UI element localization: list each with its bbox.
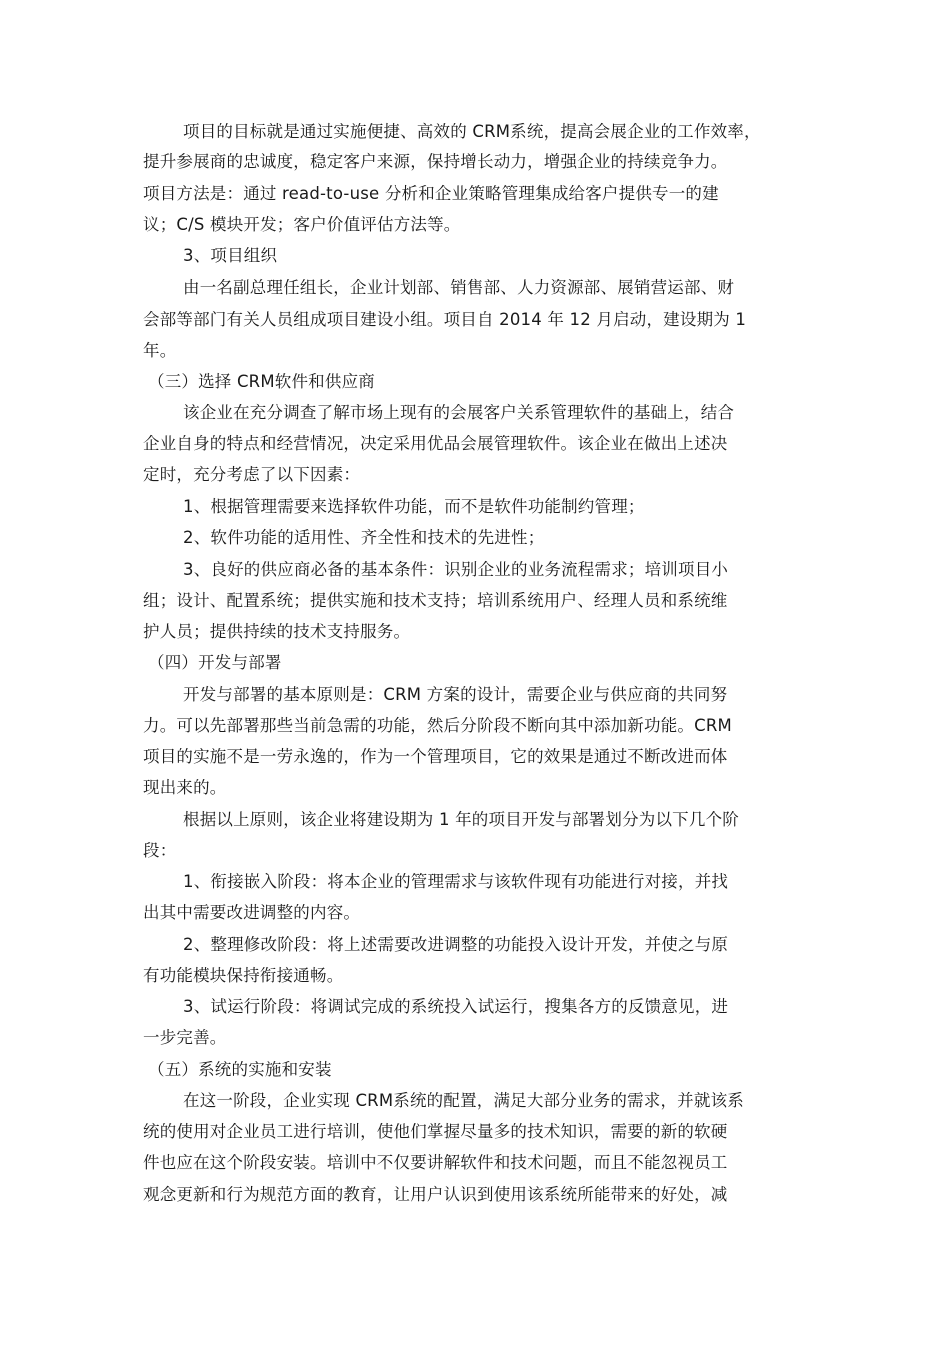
text-line: 根据以上原则，该企业将建设期为 1 年的项目开发与部署划分为以下几个阶: [183, 810, 739, 829]
text-line: 出其中需要改进调整的内容。: [143, 903, 361, 922]
text-line: 该企业在充分调查了解市场上现有的会展客户关系管理软件的基础上，结合: [183, 403, 735, 422]
section-heading: 3、项目组织: [183, 246, 278, 265]
text-line: 一步完善。: [143, 1028, 227, 1047]
list-item: 2、整理修改阶段：将上述需要改进调整的功能投入设计开发，并使之与原: [183, 935, 729, 954]
text-line: 会部等部门有关人员组成项目建设小组。项目自 2014 年 12 月启动，建设期为 1: [143, 310, 747, 329]
text-line: 企业自身的特点和经营情况，决定采用优品会展管理软件。该企业在做出上述决: [143, 434, 728, 453]
text-line: 组；设计、配置系统；提供实施和技术支持；培训系统用户、经理人员和系统维: [143, 591, 728, 610]
text-line: 护人员；提供持续的技术支持服务。: [143, 622, 411, 641]
text-line: 提升参展商的忠诚度，稳定客户来源，保持增长动力，增强企业的持续竞争力。: [143, 152, 728, 171]
section-heading: （四）开发与部署: [148, 653, 282, 672]
text-line: 项目的实施不是一劳永逸的，作为一个管理项目，它的效果是通过不断改进而体: [143, 747, 728, 766]
text-line: 项目的目标就是通过实施便捷、高效的 CRM系统，提高会展企业的工作效率，: [183, 122, 761, 141]
text-line: 件也应在这个阶段安装。培训中不仅要讲解软件和技术问题，而且不能忽视员工: [143, 1153, 728, 1172]
text-line: 年。: [143, 341, 177, 360]
text-line: 由一名副总理任组长，企业计划部、销售部、人力资源部、展销营运部、财: [183, 278, 735, 297]
section-heading: （三）选择 CRM软件和供应商: [148, 372, 375, 391]
text-line: 项目方法是：通过 read-to-use 分析和企业策略管理集成给客户提供专一的建: [143, 184, 719, 203]
text-line: 开发与部署的基本原则是：CRM 方案的设计，需要企业与供应商的共同努: [183, 685, 728, 704]
text-line: 在这一阶段，企业实现 CRM系统的配置，满足大部分业务的需求，并就该系: [183, 1091, 744, 1110]
list-item: 2、软件功能的适用性、齐全性和技术的先进性；: [183, 528, 545, 547]
list-item: 3、良好的供应商必备的基本条件：识别企业的业务流程需求；培训项目小: [183, 560, 729, 579]
text-line: 定时，充分考虑了以下因素：: [143, 465, 361, 484]
text-line: 统的使用对企业员工进行培训，使他们掌握尽量多的技术知识，需要的新的软硬: [143, 1122, 728, 1141]
text-line: 议；C/S 模块开发；客户价值评估方法等。: [143, 215, 461, 234]
list-item: 1、衔接嵌入阶段：将本企业的管理需求与该软件现有功能进行对接，并找: [183, 872, 729, 891]
text-line: 段：: [143, 841, 177, 860]
list-item: 1、根据管理需要来选择软件功能，而不是软件功能制约管理；: [183, 497, 645, 516]
text-line: 现出来的。: [143, 778, 227, 797]
text-line: 有功能模块保持衔接通畅。: [143, 966, 344, 985]
section-heading: （五）系统的实施和安装: [148, 1060, 332, 1079]
list-item: 3、试运行阶段：将调试完成的系统投入试运行，搜集各方的反馈意见，进: [183, 997, 729, 1016]
text-line: 观念更新和行为规范方面的教育，让用户认识到使用该系统所能带来的好处，减: [143, 1185, 728, 1204]
text-line: 力。可以先部署那些当前急需的功能，然后分阶段不断向其中添加新功能。CRM: [143, 716, 732, 735]
